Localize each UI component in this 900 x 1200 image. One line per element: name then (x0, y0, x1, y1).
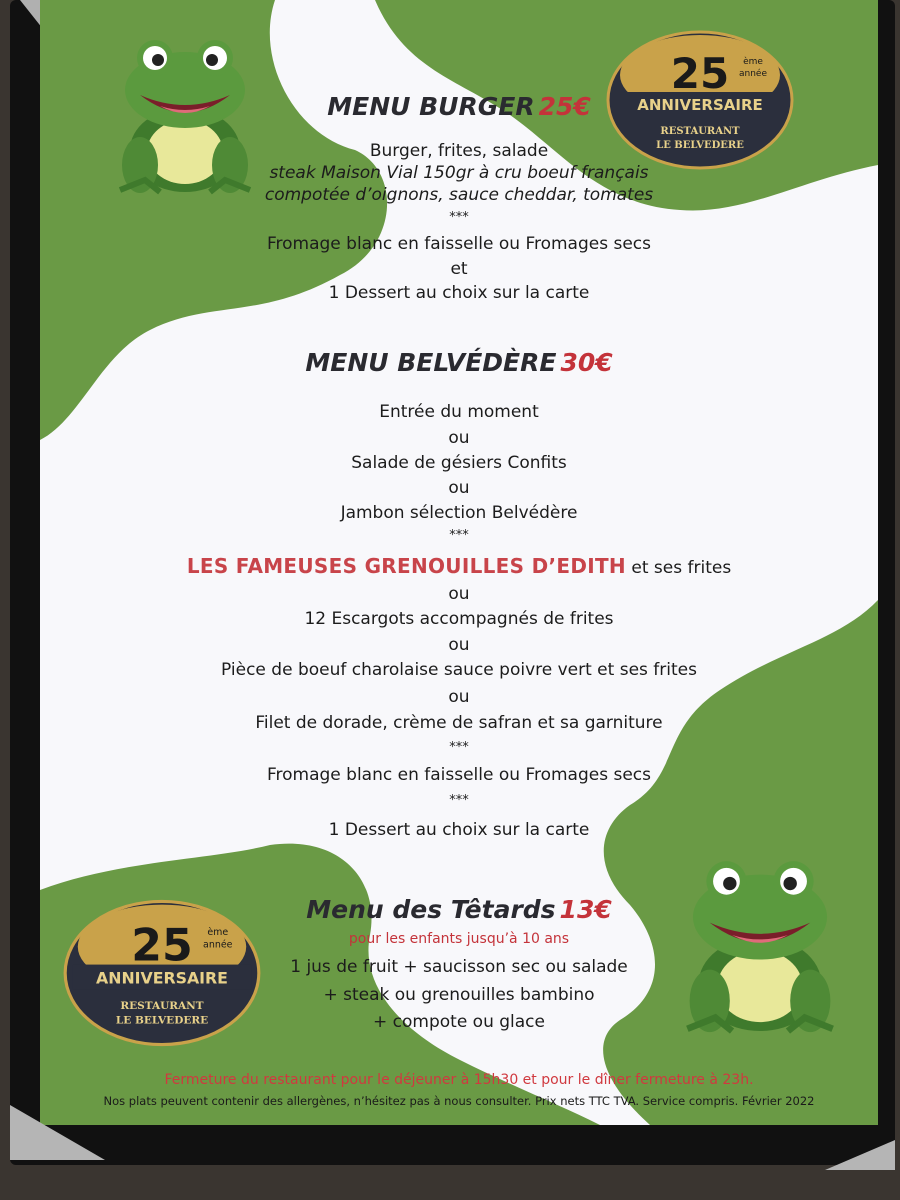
badge-number: 25 (670, 49, 730, 98)
badge-name-line2: LE BELVEDERE (115, 1014, 209, 1027)
footer-hours: Fermeture du restaurant pour le déjeuner à 15h30 et pour le dîner fermeture à 23h. (164, 1072, 754, 1088)
menu-belvedere-line: Salade de gésiers Confits (351, 453, 567, 473)
badge-label: ANNIVERSAIRE (637, 96, 763, 114)
grenouilles-highlight: LES FAMEUSES GRENOUILLES D’EDITH (186, 554, 626, 578)
menu-tetards-heading (40, 895, 878, 924)
menu-page (40, 0, 878, 1125)
menu-belvedere-line: *** (449, 793, 469, 808)
grenouilles-line (40, 554, 878, 578)
badge-sup-top: ème (743, 57, 763, 67)
menu-burger-line: 1 Dessert au choix sur la carte (328, 283, 590, 303)
menu-burger-line: *** (449, 210, 469, 225)
menu-text (40, 0, 878, 1125)
menu-tetards-subtitle: pour les enfants jusqu’à 10 ans (348, 931, 570, 947)
menu-belvedere-line: Jambon sélection Belvédère (340, 503, 578, 523)
menu-belvedere-line: ou (448, 635, 470, 655)
menu-belvedere-price: 30€ (560, 348, 613, 377)
badge-name-line1: RESTAURANT (660, 126, 740, 137)
menu-tetards-line: 1 jus de fruit + saucisson sec ou salade (290, 957, 628, 977)
menu-belvedere-line: *** (449, 528, 469, 543)
menu-tetards-title: Menu des Têtards (306, 895, 556, 924)
badge-sup-top: ème (207, 927, 229, 939)
menu-burger-price: 25€ (538, 92, 591, 121)
menu-burger-line: et (450, 259, 468, 279)
menu-belvedere-line: ou (448, 478, 470, 498)
menu-belvedere-line: ou (448, 687, 470, 707)
grenouilles-suffix: et ses frites (631, 558, 732, 578)
badge-sup-bottom: année (203, 939, 233, 951)
menu-belvedere-line: ou (448, 428, 470, 448)
badge-number: 25 (131, 920, 193, 972)
menu-burger-heading (40, 92, 878, 121)
menu-belvedere-title: MENU BELVÉDÈRE (305, 348, 557, 377)
menu-tetards-line: + compote ou glace (373, 1012, 545, 1032)
menu-burger-line: Fromage blanc en faisselle ou Fromages secs (266, 234, 652, 254)
menu-burger-title: MENU BURGER (327, 92, 535, 121)
menu-belvedere-heading (40, 348, 878, 377)
badge-sup-bottom: année (739, 69, 767, 79)
menu-belvedere-line: *** (449, 740, 469, 755)
menu-belvedere-line: 12 Escargots accompagnés de frites (304, 609, 614, 629)
badge-label: ANNIVERSAIRE (96, 968, 228, 988)
menu-belvedere-line: Entrée du moment (379, 402, 539, 422)
menu-belvedere-line: Fromage blanc en faisselle ou Fromages secs (266, 765, 652, 785)
menu-tetards-line: + steak ou grenouilles bambino (323, 985, 595, 1005)
footer-notice: Nos plats peuvent contenir des allergènes, n’hésitez pas à nous consulter. Prix nets TTC TVA. Service compris. Février 2022 (103, 1094, 815, 1108)
menu-tetards-price: 13€ (559, 895, 612, 924)
menu-burger-line: steak Maison Vial 150gr à cru boeuf français (269, 163, 649, 183)
menu-burger-line: Burger, frites, salade (369, 141, 549, 161)
menu-burger-line: compotée d’oignons, sauce cheddar, tomates (264, 185, 654, 205)
menu-belvedere-line: Filet de dorade, crème de safran et sa garniture (255, 713, 663, 733)
menu-belvedere-line: ou (448, 584, 470, 604)
menu-belvedere-line: 1 Dessert au choix sur la carte (328, 820, 590, 840)
badge-name-line1: RESTAURANT (120, 999, 204, 1012)
menu-belvedere-line: Pièce de boeuf charolaise sauce poivre vert et ses frites (221, 660, 697, 680)
badge-name-line2: LE BELVEDERE (656, 140, 744, 151)
